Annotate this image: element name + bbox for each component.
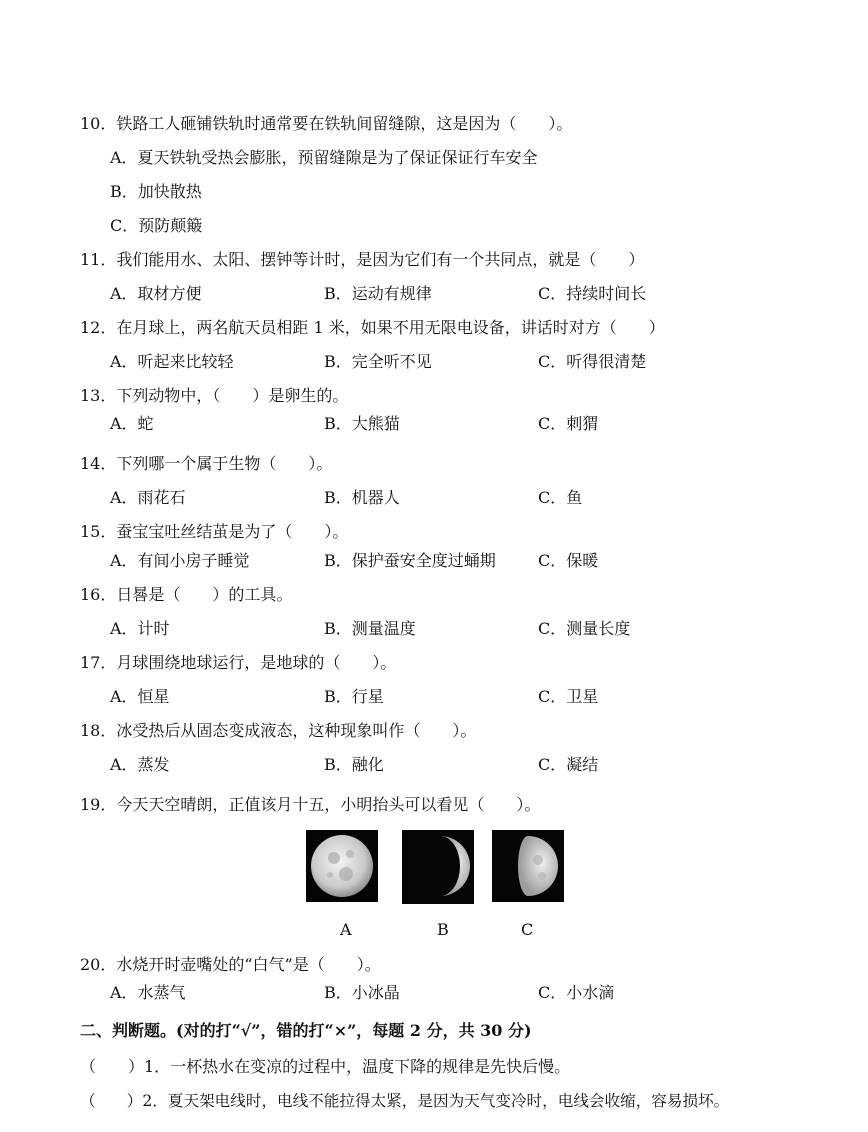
question-13-option-c: C．刺猬 — [538, 414, 599, 433]
question-10-option-b: B．加快散热 — [110, 182, 202, 201]
question-12-option-a: A．听起来比较轻 — [110, 352, 234, 371]
question-17-option-c: C．卫星 — [538, 687, 599, 706]
question-11-option-b: B．运动有规律 — [324, 284, 432, 303]
question-17-option-a: A．恒星 — [110, 687, 170, 706]
question-12-stem: 12．在月球上，两名航天员相距 1 米，如果不用无限电设备，讲话时对方（ ） — [80, 318, 665, 337]
gibbous-moon-image — [492, 830, 564, 902]
question-20-option-b: B．小冰晶 — [324, 983, 400, 1002]
judgment-item-2: （ ）2．夏天架电线时，电线不能拉得太紧，是因为天气变冷时，电线会收缩，容易损坏。 — [80, 1092, 730, 1110]
question-14-option-c: C．鱼 — [538, 488, 583, 507]
question-10-option-c: C．预防颠簸 — [110, 216, 203, 235]
question-16-stem: 16．日晷是（ ）的工具。 — [80, 585, 293, 604]
question-20-option-c: C．小水滴 — [538, 983, 615, 1002]
question-11-option-a: A．取材方便 — [110, 284, 202, 303]
question-15-option-c: C．保暖 — [538, 551, 599, 570]
question-14-option-a: A．雨花石 — [110, 488, 186, 507]
moon-label-b: B — [437, 920, 449, 939]
question-13-option-a: A．蛇 — [110, 414, 154, 433]
question-12-option-c: C．听得很清楚 — [538, 352, 647, 371]
question-15-stem: 15．蚕宝宝吐丝结茧是为了（ ）。 — [80, 522, 349, 541]
question-10-option-a: A．夏天铁轨受热会膨胀，预留缝隙是为了保证保证行车安全 — [110, 148, 538, 167]
question-18-option-a: A．蒸发 — [110, 755, 170, 774]
moon-label-c: C — [521, 920, 534, 939]
question-12-option-b: B．完全听不见 — [324, 352, 432, 371]
question-19-stem: 19．今天天空晴朗，正值该月十五，小明抬头可以看见（ ）。 — [80, 795, 541, 814]
question-13-option-b: B．大熊猫 — [324, 414, 400, 433]
question-18-option-b: B．融化 — [324, 755, 384, 774]
crescent-moon-image — [402, 830, 474, 904]
question-18-option-c: C．凝结 — [538, 755, 599, 774]
full-moon-image — [306, 830, 378, 902]
question-20-option-a: A．水蒸气 — [110, 983, 186, 1002]
judgment-item-1: （ ）1．一杯热水在变凉的过程中，温度下降的规律是先快后慢。 — [80, 1057, 571, 1076]
question-16-option-b: B．测量温度 — [324, 619, 416, 638]
question-11-option-c: C．持续时间长 — [538, 284, 647, 303]
question-20-stem: 20．水烧开时壶嘴处的“白气”是（ ）。 — [80, 955, 381, 974]
question-16-option-a: A．计时 — [110, 619, 170, 638]
question-16-option-c: C．测量长度 — [538, 619, 631, 638]
question-17-stem: 17．月球围绕地球运行，是地球的（ ）。 — [80, 653, 397, 672]
question-15-option-a: A．有间小房子睡觉 — [110, 551, 250, 570]
question-13-stem: 13．下列动物中，（ ）是卵生的。 — [80, 386, 349, 405]
question-18-stem: 18．冰受热后从固态变成液态，这种现象叫作（ ）。 — [80, 721, 477, 740]
section-2-heading: 二、判断题。(对的打“√”，错的打“×”，每题 2 分，共 30 分) — [80, 1021, 532, 1040]
question-10-stem: 10．铁路工人砸铺铁轨时通常要在铁轨间留缝隙，这是因为（ ）。 — [80, 114, 573, 133]
question-14-option-b: B．机器人 — [324, 488, 400, 507]
question-11-stem: 11．我们能用水、太阳、摆钟等计时，是因为它们有一个共同点，就是（ ） — [80, 250, 645, 269]
question-17-option-b: B．行星 — [324, 687, 384, 706]
question-14-stem: 14．下列哪一个属于生物（ ）。 — [80, 454, 333, 473]
moon-label-a: A — [340, 920, 352, 939]
question-15-option-b: B．保护蚕安全度过蛹期 — [324, 551, 496, 570]
